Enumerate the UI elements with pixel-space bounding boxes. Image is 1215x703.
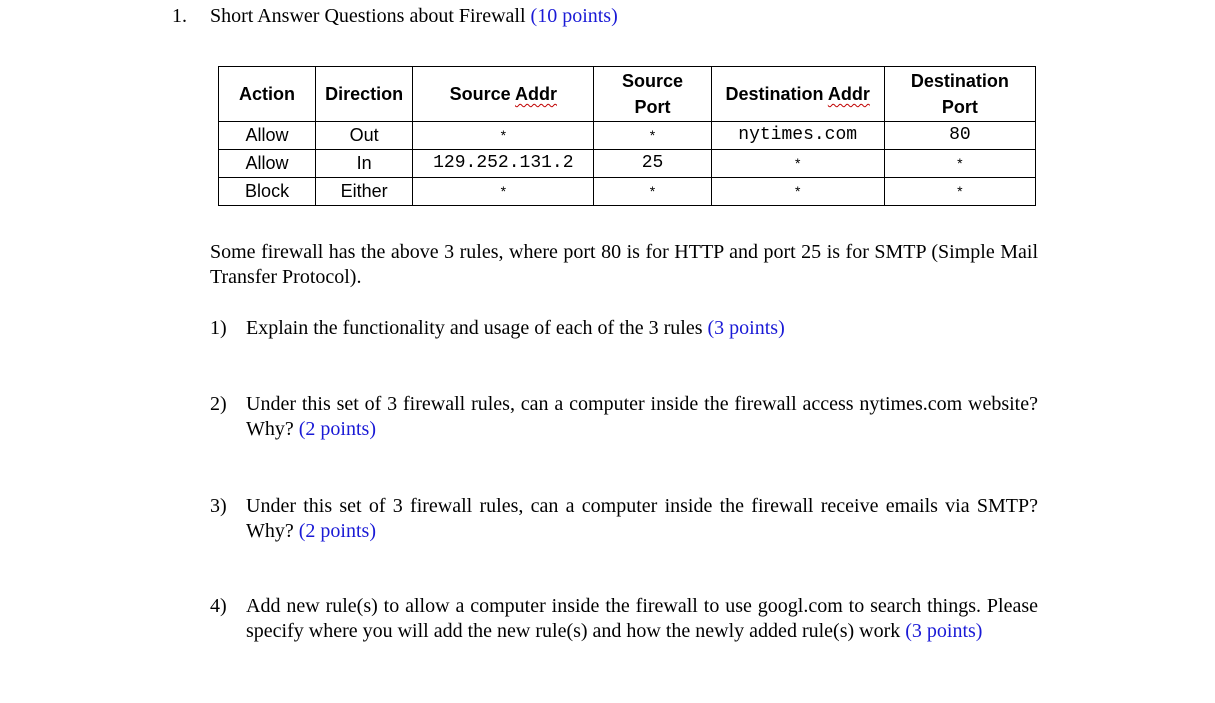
- cell-dest-port: 80: [884, 122, 1035, 150]
- subquestion-points: (2 points): [298, 520, 376, 542]
- header-source-addr: Source Addr: [413, 67, 594, 122]
- subquestion-number: 2): [210, 393, 227, 415]
- question-heading: [172, 4, 618, 28]
- question-title: Short Answer Questions about Firewall: [210, 5, 526, 27]
- question-number: 1.: [172, 5, 187, 27]
- cell-dest-addr: *: [711, 178, 884, 206]
- cell-action: Allow: [219, 122, 316, 150]
- cell-dest-port: *: [884, 178, 1035, 206]
- header-destination-port: Destination Port: [884, 67, 1035, 122]
- cell-direction: In: [316, 150, 413, 178]
- header-destination-addr: Destination Addr: [711, 67, 884, 122]
- cell-dest-port: *: [884, 150, 1035, 178]
- table-row: [219, 150, 1036, 178]
- cell-source-port: *: [594, 178, 711, 206]
- table-row: [219, 178, 1036, 206]
- subquestion-3: [210, 494, 1038, 544]
- cell-dest-addr: nytimes.com: [711, 122, 884, 150]
- table-header-row: [219, 67, 1036, 122]
- cell-source-addr: 129.252.131.2: [413, 150, 594, 178]
- subquestion-text: Under this set of 3 firewall rules, can a computer inside the firewall receive emails via SMTP? Why?: [246, 495, 1038, 542]
- subquestion-number: 4): [210, 595, 227, 617]
- cell-source-port: *: [594, 122, 711, 150]
- cell-dest-addr: *: [711, 150, 884, 178]
- cell-direction: Either: [316, 178, 413, 206]
- intro-paragraph: Some firewall has the above 3 rules, where port 80 is for HTTP and port 25 is for SMTP (Simple Mail Transfer Protocol).: [210, 241, 1038, 288]
- subquestion-text: Under this set of 3 firewall rules, can a computer inside the firewall access nytimes.com website? Why?: [246, 393, 1038, 440]
- question-points: (10 points): [530, 5, 618, 27]
- subquestion-number: 1): [210, 317, 227, 339]
- header-source-port: Source Port: [594, 67, 711, 122]
- subquestion-points: (2 points): [298, 418, 376, 440]
- subquestion-text: Add new rule(s) to allow a computer inside the firewall to use googl.com to search things. Please specify where you will add the new rule(s) and how the newly added rule(s) work: [246, 595, 1038, 642]
- table-row: [219, 122, 1036, 150]
- subquestion-text: Explain the functionality and usage of each of the 3 rules: [246, 317, 703, 339]
- subquestion-1: [210, 316, 1038, 341]
- header-action: Action: [219, 67, 316, 122]
- subquestion-4: [210, 594, 1038, 644]
- subquestion-points: (3 points): [707, 317, 785, 339]
- cell-source-addr: *: [413, 122, 594, 150]
- cell-direction: Out: [316, 122, 413, 150]
- cell-source-port: 25: [594, 150, 711, 178]
- cell-action: Block: [219, 178, 316, 206]
- firewall-rules-table: [218, 66, 1036, 206]
- subquestion-points: (3 points): [905, 620, 983, 642]
- subquestion-2: [210, 392, 1038, 442]
- cell-action: Allow: [219, 150, 316, 178]
- header-direction: Direction: [316, 67, 413, 122]
- subquestion-number: 3): [210, 495, 227, 517]
- cell-source-addr: *: [413, 178, 594, 206]
